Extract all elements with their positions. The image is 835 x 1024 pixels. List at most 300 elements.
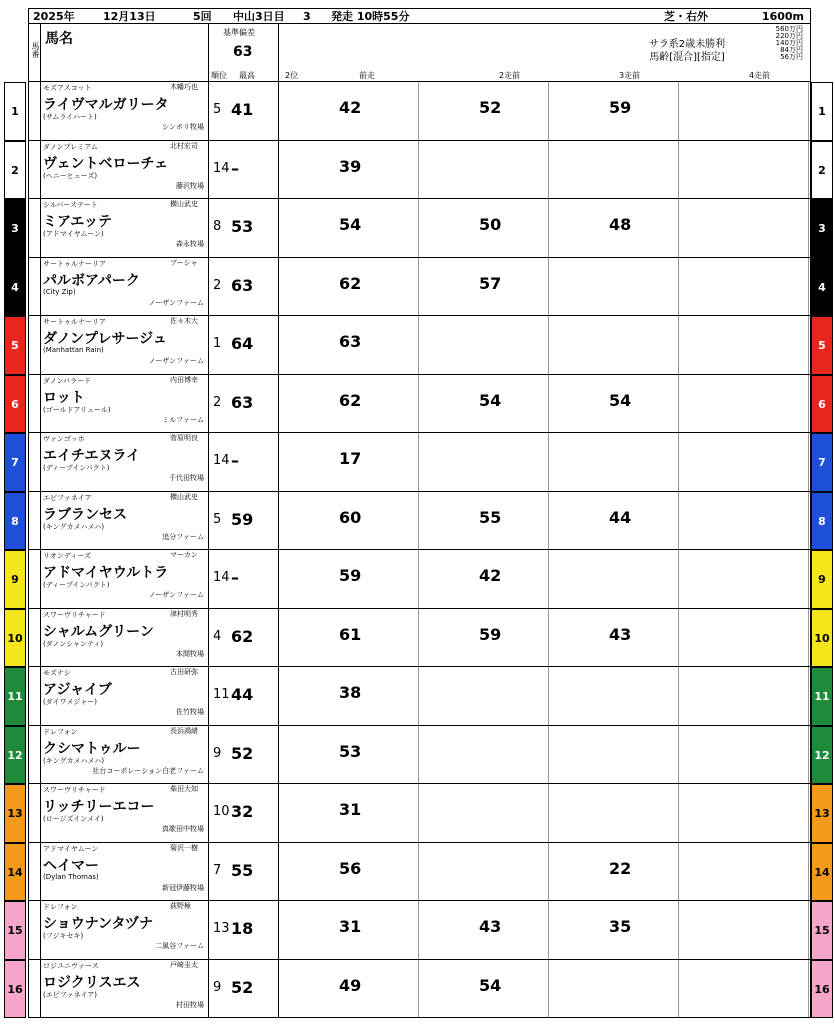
frame-number-right: 14	[811, 843, 833, 902]
frame-number-right: 11	[811, 667, 833, 726]
umaban-cell	[29, 667, 41, 725]
umaban-cell	[29, 82, 41, 140]
past-race-score: 54	[479, 390, 502, 410]
rating-cell	[209, 316, 279, 374]
frame-number-left: 4	[4, 258, 26, 317]
horse-info-cell	[41, 609, 209, 667]
past-race-4[interactable]	[679, 433, 809, 491]
horse-info-cell	[41, 960, 209, 1018]
race-header	[28, 8, 811, 24]
horse-name[interactable]: ミアエッテ	[43, 214, 113, 230]
horse-name[interactable]: ショウナンタヅナ	[43, 916, 154, 932]
horse-breeder: 新冠伊藤牧場	[162, 883, 204, 892]
prev-label: 前走	[359, 71, 375, 80]
past-race-score: 39	[339, 156, 362, 176]
horse-dam-sire: (Dylan Thomas)	[43, 872, 99, 881]
frame-number-right: 8	[811, 492, 833, 551]
past-race-1[interactable]	[279, 843, 419, 901]
table-row[interactable]	[28, 492, 811, 551]
frame-number-left: 13	[4, 784, 26, 843]
horse-dam-sire: (キングカメハメハ)	[43, 522, 105, 531]
past-race-1[interactable]	[279, 199, 419, 257]
horse-name[interactable]: ラブランセス	[43, 506, 127, 523]
umaban-cell	[29, 550, 41, 608]
umaban-cell	[29, 141, 41, 199]
horse-info-cell	[41, 316, 209, 374]
frame-number-left: 12	[4, 726, 26, 785]
frame-number-right: 5	[811, 316, 833, 375]
umaban-cell	[29, 375, 41, 433]
horse-name[interactable]: ヴェントベローチェ	[43, 155, 169, 172]
jockey-name: 横山武史	[170, 492, 198, 501]
umaban-cell	[29, 726, 41, 784]
umaban-cell	[29, 316, 41, 374]
horse-info-cell	[41, 492, 209, 550]
past-race-2[interactable]	[419, 784, 549, 842]
past-race-4[interactable]	[679, 960, 809, 1018]
past-race-score: 42	[479, 566, 502, 585]
horse-info-cell	[41, 375, 209, 433]
horse-breeder: 千代田牧場	[169, 474, 204, 482]
horse-breeder: 真歌田中牧場	[162, 825, 204, 833]
horse-breeder: 社台コーポレーション白老ファーム	[92, 766, 204, 775]
umaban-cell	[29, 199, 41, 257]
past-race-2[interactable]	[419, 199, 549, 257]
past-race-score: 63	[339, 332, 362, 351]
race-start-time: 発走 10時55分	[331, 10, 410, 23]
jockey-name: 木幡巧也	[170, 83, 198, 91]
past-race-score: 38	[339, 683, 362, 702]
std-header	[209, 24, 279, 81]
past-race-3[interactable]	[549, 199, 679, 257]
rating-cell	[209, 141, 279, 199]
horse-dam-sire: (ゴールドアリュール)	[43, 405, 111, 414]
rating-cell	[209, 901, 279, 959]
horse-name[interactable]: ヘイマー	[43, 857, 99, 874]
horse-name[interactable]: クシマトゥルー	[43, 740, 141, 757]
frame-number-right: 3	[811, 199, 833, 258]
past-race-2[interactable]	[419, 550, 549, 608]
frame-number-left: 2	[4, 141, 26, 200]
horse-best-score: 64	[231, 334, 254, 353]
past-race-score: 35	[609, 917, 632, 936]
horse-info-cell	[41, 258, 209, 316]
frame-number-left: 8	[4, 492, 26, 551]
horse-name[interactable]: ダノンプレサージュ	[43, 331, 167, 347]
table-row[interactable]	[28, 609, 811, 668]
umaban-cell	[29, 960, 41, 1018]
horse-rank: 9	[213, 745, 222, 761]
horse-rank: 14	[213, 453, 230, 468]
horse-best-score: 59	[231, 509, 254, 529]
horse-name[interactable]: アドマイヤウルトラ	[43, 565, 169, 581]
horse-dam-sire: (サムライハート)	[43, 113, 97, 121]
frame-number-right: 16	[811, 960, 833, 1019]
frame-number-left: 16	[4, 960, 26, 1019]
past-race-score: 54	[339, 215, 362, 234]
past-race-4[interactable]	[679, 901, 809, 959]
past-race-3[interactable]	[549, 667, 679, 725]
horse-best-score: 55	[231, 860, 254, 880]
horse-info-cell	[41, 726, 209, 784]
rating-cell	[209, 726, 279, 784]
horse-sire: サートゥルナーリア	[43, 259, 106, 268]
horse-best-score: 52	[231, 743, 254, 763]
horse-sire: スワーヴリチャード	[43, 610, 106, 619]
past-race-3[interactable]	[549, 258, 679, 316]
past-race-4[interactable]	[679, 492, 809, 550]
past-race-2[interactable]	[419, 375, 549, 433]
horse-dam-sire: (エピファネイア)	[43, 990, 97, 999]
horse-name[interactable]: アジャイブ	[43, 682, 112, 698]
table-row[interactable]	[28, 667, 811, 726]
horse-sire: ロジユニヴァース	[43, 961, 99, 970]
horse-breeder: ミルファーム	[162, 415, 204, 424]
past-race-score: 54	[609, 390, 632, 410]
table-row[interactable]	[28, 199, 811, 258]
table-row[interactable]	[28, 843, 811, 902]
race-venue: 中山3日目	[233, 10, 285, 23]
horse-best-score: 63	[231, 392, 254, 412]
table-row[interactable]	[28, 375, 811, 434]
past-race-score: 22	[609, 858, 632, 878]
race-distance: 1600m	[761, 9, 804, 23]
past-race-3[interactable]	[549, 82, 679, 140]
past-race-4[interactable]	[679, 667, 809, 725]
horse-best-score: 18	[231, 919, 254, 938]
jockey-name: 内田博幸	[170, 375, 198, 384]
horse-sire: スワーヴリチャード	[43, 786, 106, 794]
frame-number-left: 14	[4, 843, 26, 902]
past-race-3[interactable]	[549, 375, 679, 433]
umaban-cell	[29, 784, 41, 842]
past-race-score: 62	[339, 390, 362, 410]
past-race-score: 48	[609, 215, 632, 234]
jockey-name: 菊沢一樹	[170, 843, 198, 852]
jockey-name: 古田研弥	[170, 668, 198, 676]
horse-dam-sire: (City Zip)	[43, 287, 76, 296]
past-race-score: 62	[339, 273, 362, 293]
frame-number-left: 3	[4, 199, 26, 258]
horse-best-score: –	[231, 568, 239, 587]
past-race-1[interactable]	[279, 433, 419, 491]
rating-cell	[209, 550, 279, 608]
frame-number-right: 13	[811, 784, 833, 843]
past-race-score: 42	[339, 98, 362, 117]
horse-best-score: –	[231, 158, 239, 178]
past-race-score: 53	[339, 741, 362, 761]
past-race-3[interactable]	[549, 492, 679, 550]
frame-number-left: 10	[4, 609, 26, 668]
table-row[interactable]	[28, 960, 811, 1019]
umaban-cell	[29, 492, 41, 550]
table-row[interactable]	[28, 901, 811, 960]
race-condition: サラ系2歳未勝利 馬齢[混合][指定]	[648, 39, 726, 63]
horse-rank: 4	[213, 628, 222, 644]
frame-number-right: 9	[811, 550, 833, 609]
horse-breeder: 藤沢牧場	[176, 181, 204, 190]
horse-dam-sire: (ディープインパクト)	[43, 581, 110, 589]
horse-name[interactable]: リッチリーエコー	[43, 799, 155, 815]
frame-number-right: 12	[811, 726, 833, 785]
horse-sire: リオンディーズ	[43, 552, 92, 560]
horse-rank: 11	[213, 687, 230, 702]
race-year: 2025年	[33, 10, 75, 23]
horse-info-cell	[41, 784, 209, 842]
past-race-1[interactable]	[279, 550, 419, 608]
table-row[interactable]	[28, 141, 811, 200]
race-surface: 芝・右外	[664, 10, 708, 23]
past-race-1[interactable]	[279, 784, 419, 842]
horse-sire: モズアスコット	[43, 84, 92, 92]
past-race-1[interactable]	[279, 667, 419, 725]
horse-breeder: 二風谷ファーム	[155, 942, 204, 950]
frame-number-left: 15	[4, 901, 26, 960]
past-race-score: 59	[609, 98, 632, 117]
past-race-2[interactable]	[419, 609, 549, 667]
rating-cell	[209, 960, 279, 1018]
past-race-score: 49	[339, 975, 362, 995]
horse-dam-sire: (ダイワメジャー)	[43, 698, 97, 706]
jockey-name: 戸崎圭太	[170, 960, 198, 969]
horse-name[interactable]: パルボアパーク	[43, 272, 140, 289]
horse-dam-sire: (アドマイヤムーン)	[43, 230, 104, 238]
horse-dam-sire: (ダノンシャンティ)	[43, 639, 104, 648]
horse-rank: 7	[213, 862, 222, 878]
umaban-cell	[29, 843, 41, 901]
rank-label: 順位	[211, 71, 227, 80]
jockey-name: 北村宏司	[170, 141, 198, 150]
past-race-1[interactable]	[279, 82, 419, 140]
horse-rank: 5	[213, 511, 222, 527]
horse-best-score: 53	[231, 217, 254, 236]
past-race-score: 17	[339, 449, 362, 468]
jockey-name: 柴田大知	[170, 785, 198, 793]
jockey-name: ブーシャ	[170, 258, 198, 267]
prize-list: 560万円 220万円 140万円 84万円 56万円	[775, 25, 803, 61]
horse-name[interactable]: ロット	[43, 389, 85, 406]
past-race-1[interactable]	[279, 375, 419, 433]
past-race-3[interactable]	[549, 843, 679, 901]
frame-number-right: 15	[811, 901, 833, 960]
past-race-3[interactable]	[549, 141, 679, 199]
horse-name[interactable]: シャルムグリーン	[43, 623, 154, 640]
horse-info-cell	[41, 141, 209, 199]
past-race-score: 44	[609, 507, 632, 527]
horse-rank: 10	[213, 804, 230, 819]
table-row[interactable]	[28, 82, 811, 141]
jockey-name: 横山武史	[170, 200, 198, 208]
horse-sire: モズナシ	[43, 669, 71, 677]
horse-best-score: 32	[231, 802, 254, 821]
frame-number-left: 9	[4, 550, 26, 609]
horse-rank: 2	[213, 394, 222, 410]
rating-cell	[209, 433, 279, 491]
past-race-4[interactable]	[679, 843, 809, 901]
frame-number-left: 1	[4, 82, 26, 141]
race-number: 3	[303, 9, 311, 23]
horse-name[interactable]: ロジクリスエス	[43, 974, 141, 991]
horse-rank: 8	[213, 219, 222, 234]
past-race-2[interactable]	[419, 901, 549, 959]
horse-info-cell	[41, 550, 209, 608]
past-race-1[interactable]	[279, 901, 419, 959]
horse-sire: ダノンバラード	[43, 376, 92, 385]
horse-breeder: 佐竹牧場	[176, 708, 204, 716]
past-race-3[interactable]	[549, 960, 679, 1018]
horse-dam-sire: (Manhattan Rain)	[43, 346, 104, 354]
past-race-4[interactable]	[679, 258, 809, 316]
jockey-name: 長浜鴻緒	[170, 726, 198, 735]
horse-breeder: ノーザンファーム	[148, 298, 204, 307]
horse-info-cell	[41, 199, 209, 257]
past-race-2[interactable]	[419, 726, 549, 784]
name-header	[41, 24, 209, 81]
past-race-2[interactable]	[419, 667, 549, 725]
table-row[interactable]	[28, 316, 811, 375]
past-race-4[interactable]	[679, 141, 809, 199]
table-row[interactable]	[28, 726, 811, 785]
horse-rank: 1	[213, 336, 222, 351]
past-race-3[interactable]	[549, 609, 679, 667]
jockey-name: マーカン	[170, 551, 198, 559]
horse-sire: ヴァンゴッホ	[43, 435, 85, 443]
rating-cell	[209, 667, 279, 725]
horse-best-score: 52	[231, 977, 254, 997]
past-race-3[interactable]	[549, 726, 679, 784]
past-race-2[interactable]	[419, 843, 549, 901]
horse-sire: ドレフォン	[43, 903, 78, 911]
table-row[interactable]	[28, 550, 811, 609]
rating-cell	[209, 82, 279, 140]
horse-sire: アドマイヤムーン	[43, 844, 99, 853]
race-date: 12月13日	[103, 10, 156, 23]
past-race-1[interactable]	[279, 492, 419, 550]
past-race-1[interactable]	[279, 726, 419, 784]
horse-sire: ドレフォン	[43, 727, 78, 736]
horse-info-cell	[41, 82, 209, 140]
horse-name[interactable]: エイチエヌライ	[43, 448, 141, 464]
past-race-1[interactable]	[279, 258, 419, 316]
horse-best-score: 63	[231, 275, 254, 295]
horse-breeder: 本間牧場	[176, 649, 204, 658]
frame-number-left: 7	[4, 433, 26, 492]
past-race-3[interactable]	[549, 316, 679, 374]
past-race-score: 52	[479, 98, 502, 117]
frame-number-left: 6	[4, 375, 26, 434]
past-race-2[interactable]	[419, 433, 549, 491]
horse-rank: 13	[213, 921, 230, 936]
past-race-3[interactable]	[549, 433, 679, 491]
horse-rank: 5	[213, 102, 222, 117]
std-label: 基準偏差	[223, 28, 255, 37]
rating-cell	[209, 784, 279, 842]
horse-name[interactable]: ライヴマルガリータ	[43, 97, 169, 113]
past-race-1[interactable]	[279, 141, 419, 199]
horse-info-cell	[41, 667, 209, 725]
past-race-score: 56	[339, 858, 362, 878]
past-race-4[interactable]	[679, 82, 809, 140]
horse-info-cell	[41, 843, 209, 901]
past-race-4[interactable]	[679, 199, 809, 257]
past-race-4[interactable]	[679, 784, 809, 842]
frame-number-right: 1	[811, 82, 833, 141]
horse-sire: サートゥルナーリア	[43, 318, 106, 326]
past-race-1[interactable]	[279, 960, 419, 1018]
jockey-name: 荻野極	[170, 902, 191, 910]
past-race-1[interactable]	[279, 609, 419, 667]
past-race-3[interactable]	[549, 901, 679, 959]
horse-best-score: 62	[231, 626, 254, 646]
race-round: 5回	[193, 10, 212, 23]
past-race-2[interactable]	[419, 82, 549, 140]
horse-rank: 14	[213, 570, 230, 585]
past-race-score: 31	[339, 800, 362, 819]
umaban-cell	[29, 609, 41, 667]
past-race-score: 43	[609, 624, 632, 644]
table-row[interactable]	[28, 258, 811, 317]
table-row[interactable]	[28, 433, 811, 492]
horse-dam-sire: (キングカメハメハ)	[43, 756, 105, 765]
past-race-2[interactable]	[419, 258, 549, 316]
horse-rank: 9	[213, 979, 222, 995]
past-race-2[interactable]	[419, 316, 549, 374]
past-race-score: 59	[479, 624, 502, 644]
horse-dam-sire: (フジキセキ)	[43, 932, 84, 940]
rating-cell	[209, 375, 279, 433]
horse-best-score: 44	[231, 685, 254, 704]
past-race-score: 55	[479, 507, 502, 527]
jockey-name: 佐々木大	[170, 317, 198, 325]
rating-cell	[209, 492, 279, 550]
best-label: 最高	[239, 71, 255, 80]
horse-info-cell	[41, 901, 209, 959]
rating-cell	[209, 609, 279, 667]
past-race-2[interactable]	[419, 141, 549, 199]
past-race-score: 54	[479, 975, 502, 995]
past-race-4[interactable]	[679, 375, 809, 433]
second-label: 2位	[285, 71, 299, 80]
horse-info-cell	[41, 433, 209, 491]
past-race-2[interactable]	[419, 492, 549, 550]
past-race-4[interactable]	[679, 316, 809, 374]
past-race-score: 43	[479, 917, 502, 936]
horse-sire: エピファネイア	[43, 493, 92, 502]
past-race-1[interactable]	[279, 316, 419, 374]
jockey-name: 津村明秀	[170, 609, 198, 618]
prev4-label: 4走前	[749, 71, 771, 80]
past-race-3[interactable]	[549, 550, 679, 608]
horse-dam-sire: (ヘニーヒューズ)	[43, 171, 98, 180]
umaban-cell	[29, 258, 41, 316]
past-race-3[interactable]	[549, 784, 679, 842]
past-race-score: 59	[339, 566, 362, 585]
horse-rank: 2	[213, 277, 222, 293]
std-value: 63	[233, 44, 253, 60]
horse-breeder: ノーザンファーム	[148, 357, 204, 365]
past-race-4[interactable]	[679, 550, 809, 608]
horse-breeder: 追分ファーム	[162, 532, 204, 541]
horse-best-score: –	[231, 451, 239, 470]
past-race-4[interactable]	[679, 609, 809, 667]
past-race-score: 57	[479, 273, 502, 293]
frame-number-right: 6	[811, 375, 833, 434]
name-label: 馬名	[45, 31, 73, 47]
past-race-4[interactable]	[679, 726, 809, 784]
jockey-name: 菅原明良	[170, 434, 198, 442]
past-race-2[interactable]	[419, 960, 549, 1018]
table-row[interactable]	[28, 784, 811, 843]
